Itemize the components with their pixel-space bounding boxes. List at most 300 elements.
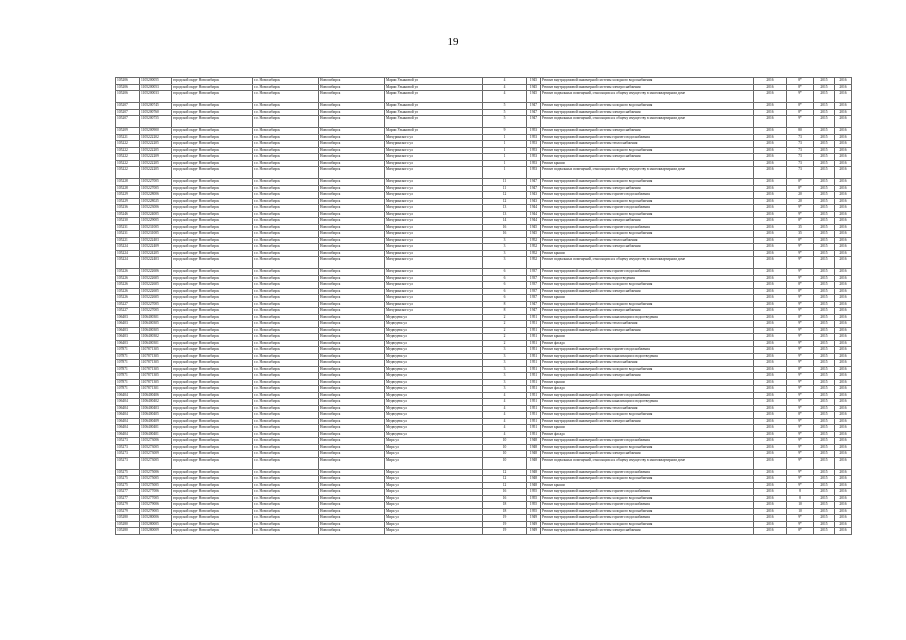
table-cell: 1106400409 [140, 418, 172, 425]
table-cell: 2016 [835, 160, 852, 167]
table-cell: Мичуринского ул [385, 134, 483, 141]
table-cell: 2016 [754, 495, 787, 502]
table-cell: 9* [787, 457, 814, 469]
table-cell: 2016 [835, 282, 852, 289]
table-cell: 2015 [814, 147, 835, 154]
table-cell: 2015 [814, 379, 835, 386]
table-cell: 107871 [116, 379, 140, 386]
table-cell: 3 [483, 347, 527, 354]
table-cell: Марии Ульяновой ул [385, 103, 483, 110]
table-cell: 1105222202 [140, 134, 172, 141]
table-cell: Ремонт подвальных помещений, относящихся к общему имуществу в многоквартирном доме [541, 116, 754, 128]
table-cell: Ремонт внутридомовой инженерной системы холодного водоснабжения [541, 211, 754, 218]
table-cell: 2016 [754, 482, 787, 489]
table-cell: Ремонт внутридомовой инженерной системы холодного водоснабжения [541, 508, 754, 515]
table-cell: 1937 [527, 269, 541, 276]
table-cell: Ремонт внутридомовой инженерной системы горячего водоснабжения [541, 269, 754, 276]
table-cell: 105277 [116, 495, 140, 502]
table-cell: 2016 [835, 502, 852, 509]
table-cell: 18 [483, 508, 527, 515]
table-cell: 105280 [116, 528, 140, 535]
table-cell: 106404 [116, 412, 140, 419]
table-cell: 9* [787, 250, 814, 257]
table-cell: 1943 [527, 192, 541, 199]
table-cell: 2015 [814, 224, 835, 231]
table-cell: 1105222606 [140, 269, 172, 276]
table-cell: Ремонт внутридомовой инженерной системы электроснабжения [541, 327, 754, 334]
table-cell: 1105222605 [140, 295, 172, 302]
table-cell: 105207 [116, 103, 140, 110]
table-cell: г.о. Новосибирск [253, 205, 319, 212]
table-cell: 1105222209 [140, 154, 172, 161]
table-cell: 2016 [835, 321, 852, 328]
table-cell: г.о. Новосибирск [253, 128, 319, 135]
table-cell: 1948 [527, 451, 541, 458]
table-cell: 4 [483, 78, 527, 85]
table-cell: 9* [787, 399, 814, 406]
table-cell: Мичуринского ул [385, 308, 483, 315]
table-cell: 4 [483, 405, 527, 412]
table-cell: городской округ Новосибирск [172, 192, 253, 199]
table-cell: 2016 [835, 84, 852, 91]
table-cell: 4 [483, 425, 527, 432]
table-cell: 2015 [814, 78, 835, 85]
table-cell: 2016 [835, 489, 852, 496]
table-cell: 2016 [754, 198, 787, 205]
table-cell: 1105224005 [140, 211, 172, 218]
table-cell: г.о. Новосибирск [253, 231, 319, 238]
table-cell: 1105200053 [140, 84, 172, 91]
table-cell: 2016 [754, 257, 787, 269]
table-cell: Новосибирск [319, 353, 385, 360]
table-cell: 2016 [754, 250, 787, 257]
table-cell: 2016 [754, 160, 787, 167]
table-cell: 1105279005 [140, 508, 172, 515]
table-cell: Ремонт внутридомовой инженерной системы холодного водоснабжения [541, 476, 754, 483]
table-cell: г.о. Новосибирск [253, 502, 319, 509]
table-cell: 105206 [116, 84, 140, 91]
table-cell: 8* [787, 412, 814, 419]
table-cell: Ремонт подвальных помещений, относящихся к общему имуществу в многоквартирном доме [541, 257, 754, 269]
table-cell: 2016 [754, 288, 787, 295]
table-cell: 10 [483, 444, 527, 451]
table-cell: 12 [483, 482, 527, 489]
table-cell: Мира ул [385, 495, 483, 502]
table-cell: городской округ Новосибирск [172, 366, 253, 373]
table-cell: Новосибирск [319, 269, 385, 276]
table-cell: 2016 [835, 360, 852, 367]
table-cell: Новосибирск [319, 128, 385, 135]
table-cell: Марии Ульяновой ул [385, 116, 483, 128]
capital-repair-table [115, 77, 852, 535]
table-cell: г.о. Новосибирск [253, 425, 319, 432]
table-cell: 3 [483, 360, 527, 367]
table-cell: Новосибирск [319, 431, 385, 438]
table-cell: 1105200760 [140, 109, 172, 116]
table-cell: городской округ Новосибирск [172, 141, 253, 148]
table-cell: Медведева ул [385, 431, 483, 438]
table-body [116, 78, 852, 535]
table-cell: 1952 [527, 244, 541, 251]
table-cell: 12 [483, 469, 527, 476]
table-cell: Ремонт внутридомовой инженерной системы горячего водоснабжения [541, 489, 754, 496]
table-cell: 2015 [814, 399, 835, 406]
table-cell: 9* [787, 334, 814, 341]
table-cell: 2016 [754, 366, 787, 373]
table-cell: городской округ Новосибирск [172, 418, 253, 425]
table-cell: 1951 [527, 327, 541, 334]
table-cell: 2015 [814, 438, 835, 445]
table-cell: Новосибирск [319, 386, 385, 393]
table-cell: 3 [483, 373, 527, 380]
table-cell: 1951 [527, 340, 541, 347]
table-cell: Новосибирск [319, 275, 385, 282]
table-cell: городской округ Новосибирск [172, 244, 253, 251]
table-cell: 105224 [116, 257, 140, 269]
table-cell: 107871 [116, 366, 140, 373]
table-cell: Мира ул [385, 489, 483, 496]
table-cell: 105222 [116, 147, 140, 154]
table-cell: 2016 [754, 451, 787, 458]
table-cell: 2015 [814, 257, 835, 269]
table-cell: 2016 [754, 224, 787, 231]
table-cell: 105222 [116, 141, 140, 148]
table-cell: 12 [483, 198, 527, 205]
table-cell: Марии Ульяновой ул [385, 128, 483, 135]
table-cell: 1951 [527, 425, 541, 432]
table-cell: 1105273005 [140, 444, 172, 451]
table-cell: Ремонт крыши [541, 482, 754, 489]
table-cell: 4 [483, 91, 527, 103]
table-cell: г.о. Новосибирск [253, 528, 319, 535]
table-cell: 2016 [754, 386, 787, 393]
table-cell: 2016 [835, 399, 852, 406]
table-cell: 1951 [527, 321, 541, 328]
table-cell: 2016 [754, 205, 787, 212]
table-cell: 105273 [116, 444, 140, 451]
table-cell: 8 [483, 308, 527, 315]
table-cell: 1945 [527, 84, 541, 91]
table-cell: 105231 [116, 231, 140, 238]
table-cell: г.о. Новосибирск [253, 250, 319, 257]
table-cell: 9* [787, 116, 814, 128]
table-cell: 10 [787, 508, 814, 515]
table-cell: 2016 [754, 405, 787, 412]
table-cell: 2016 [835, 109, 852, 116]
table-cell: г.о. Новосибирск [253, 438, 319, 445]
table-cell: 105226 [116, 275, 140, 282]
table-cell: Ремонт внутридомовой инженерной системы электроснабжения [541, 451, 754, 458]
table-cell: 1951 [527, 418, 541, 425]
table-cell: 2016 [835, 425, 852, 432]
table-cell: г.о. Новосибирск [253, 399, 319, 406]
table-cell: 9* [787, 308, 814, 315]
table-cell: 105226 [116, 269, 140, 276]
table-cell: 1949 [527, 521, 541, 528]
table-cell: Мира ул [385, 521, 483, 528]
table-cell: Новосибирск [319, 489, 385, 496]
table-cell: 1105227005 [140, 185, 172, 192]
table-cell: Новосибирск [319, 444, 385, 451]
table-cell: 2016 [835, 495, 852, 502]
table-cell: 1107871305 [140, 347, 172, 354]
table-cell: 2016 [754, 301, 787, 308]
table-cell: Медведева ул [385, 425, 483, 432]
table-cell: Ремонт подвальных помещений, относящихся к общему имуществу в многоквартирном доме [541, 457, 754, 469]
table-cell: г.о. Новосибирск [253, 353, 319, 360]
table-cell: г.о. Новосибирск [253, 257, 319, 269]
table-cell: Медведева ул [385, 314, 483, 321]
table-cell: 1949 [527, 515, 541, 522]
table-cell: Новосибирск [319, 482, 385, 489]
table-cell: 106404 [116, 405, 140, 412]
table-cell: Медведева ул [385, 412, 483, 419]
table-cell: 1952 [527, 250, 541, 257]
table-cell: 2016 [754, 515, 787, 522]
table-cell: 9* [787, 431, 814, 438]
table-cell: городской округ Новосибирск [172, 295, 253, 302]
table-cell: 1105222409 [140, 244, 172, 251]
table-cell: 2016 [754, 192, 787, 199]
table-cell: 2016 [754, 91, 787, 103]
table-cell: 3 [483, 257, 527, 269]
table-cell: Мира ул [385, 476, 483, 483]
table-cell: 107871 [116, 386, 140, 393]
table-cell: 2016 [835, 205, 852, 212]
table-cell: 6 [483, 269, 527, 276]
table-cell: 2015 [814, 134, 835, 141]
table-cell: Марии Ульяновой ул [385, 84, 483, 91]
table-cell: 1106400403 [140, 405, 172, 412]
table-cell: 1105222605 [140, 282, 172, 289]
table-cell: 1951 [527, 347, 541, 354]
table-cell: городской округ Новосибирск [172, 508, 253, 515]
table-cell: 2016 [754, 244, 787, 251]
table-cell: городской округ Новосибирск [172, 282, 253, 289]
table-cell: 1105277005 [140, 495, 172, 502]
table-cell: 2016 [835, 301, 852, 308]
table-cell: Ремонт внутридомовой инженерной системы горячего водоснабжения [541, 392, 754, 399]
table-cell: г.о. Новосибирск [253, 301, 319, 308]
table-cell: Ремонт внутридомовой инженерной системы горячего водоснабжения [541, 438, 754, 445]
table-cell: Новосибирск [319, 399, 385, 406]
table-cell: Новосибирск [319, 78, 385, 85]
table-cell: 9* [787, 405, 814, 412]
table-cell: г.о. Новосибирск [253, 109, 319, 116]
table-cell: г.о. Новосибирск [253, 489, 319, 496]
table-cell: 2016 [754, 373, 787, 380]
table-cell: Ремонт внутридомовой инженерной системы электроснабжения [541, 373, 754, 380]
table-cell: г.о. Новосибирск [253, 347, 319, 354]
table-cell: 2016 [835, 438, 852, 445]
table-cell: 105277 [116, 489, 140, 496]
table-cell: г.о. Новосибирск [253, 154, 319, 161]
table-cell: 19 [483, 515, 527, 522]
table-cell: 2016 [754, 154, 787, 161]
table-cell: г.о. Новосибирск [253, 167, 319, 179]
table-cell: 2016 [835, 482, 852, 489]
table-cell: 1 [483, 141, 527, 148]
table-cell: 2016 [835, 128, 852, 135]
table-cell: 73 [787, 160, 814, 167]
table-cell: Мичуринского ул [385, 237, 483, 244]
table-cell: Новосибирск [319, 134, 385, 141]
table-cell: 1951 [527, 379, 541, 386]
table-cell: 1105227005 [140, 179, 172, 186]
table-cell: Новосибирск [319, 218, 385, 225]
table-cell: 9* [787, 444, 814, 451]
table-cell: 4 [483, 431, 527, 438]
table-cell: 1105200055 [140, 78, 172, 85]
table-cell: 9* [787, 211, 814, 218]
table-cell: Новосибирск [319, 198, 385, 205]
table-cell: 2015 [814, 508, 835, 515]
table-cell: 2016 [835, 386, 852, 393]
table-cell: 1106400301 [140, 340, 172, 347]
table-cell: г.о. Новосибирск [253, 334, 319, 341]
table-cell: 105226 [116, 295, 140, 302]
table-cell: г.о. Новосибирск [253, 295, 319, 302]
table-cell: городской округ Новосибирск [172, 205, 253, 212]
table-cell: городской округ Новосибирск [172, 521, 253, 528]
table-cell: 2016 [835, 192, 852, 199]
table-cell: г.о. Новосибирск [253, 412, 319, 419]
table-cell: 35 [787, 231, 814, 238]
table-cell: городской округ Новосибирск [172, 160, 253, 167]
table-cell: 8* [787, 366, 814, 373]
table-cell: г.о. Новосибирск [253, 321, 319, 328]
table-cell: 2015 [814, 451, 835, 458]
table-cell: Новосибирск [319, 237, 385, 244]
table-cell: Новосибирск [319, 521, 385, 528]
table-cell: 1953 [527, 167, 541, 179]
table-cell: 2015 [814, 167, 835, 179]
table-cell: г.о. Новосибирск [253, 495, 319, 502]
table-cell: Медведева ул [385, 379, 483, 386]
table-cell: 1 [483, 160, 527, 167]
table-cell: 2015 [814, 425, 835, 432]
table-cell: 8 [787, 489, 814, 496]
table-cell: городской округ Новосибирск [172, 257, 253, 269]
table-cell: 106404 [116, 399, 140, 406]
table-cell: Ремонт внутридомовой инженерной системы электроснабжения [541, 308, 754, 315]
table-cell: 20 [787, 198, 814, 205]
table-cell: 8 [483, 301, 527, 308]
table-cell: Новосибирск [319, 116, 385, 128]
table-cell: 2016 [835, 250, 852, 257]
table-cell: Ремонт крыши [541, 425, 754, 432]
table-cell: 2016 [835, 366, 852, 373]
table-cell: 1106400301 [140, 314, 172, 321]
table-cell: Ремонт внутридомовой инженерной системы электроснабжения [541, 185, 754, 192]
table-cell: 1105228025 [140, 198, 172, 205]
table-cell: 2015 [814, 314, 835, 321]
table-cell: 1105222205 [140, 160, 172, 167]
table-cell: г.о. Новосибирск [253, 314, 319, 321]
table-cell: 1107871305 [140, 379, 172, 386]
table-cell: 2015 [814, 308, 835, 315]
table-cell: г.о. Новосибирск [253, 116, 319, 128]
table-cell: Ремонт внутридомовой инженерной системы горячего водоснабжения [541, 224, 754, 231]
table-cell: 1948 [527, 438, 541, 445]
table-cell: 2015 [814, 482, 835, 489]
table-cell: Ремонт внутридомовой инженерной системы холодного водоснабжения [541, 282, 754, 289]
table-cell: Ремонт фасада [541, 386, 754, 393]
table-cell: городской округ Новосибирск [172, 91, 253, 103]
table-cell: Мичуринского ул [385, 231, 483, 238]
table-cell: 105222 [116, 154, 140, 161]
table-cell: 2015 [814, 476, 835, 483]
table-cell: 2016 [835, 451, 852, 458]
table-cell: г.о. Новосибирск [253, 431, 319, 438]
table-cell: Мира ул [385, 508, 483, 515]
table-cell: 2016 [754, 218, 787, 225]
table-cell: 1 [483, 134, 527, 141]
table-cell: Ремонт внутридомовой инженерной системы холодного водоснабжения [541, 521, 754, 528]
table-cell: городской округ Новосибирск [172, 482, 253, 489]
table-cell: г.о. Новосибирск [253, 237, 319, 244]
table-cell: 1953 [527, 134, 541, 141]
table-cell: 5 [483, 109, 527, 116]
table-cell: 2015 [814, 91, 835, 103]
table-cell: Новосибирск [319, 405, 385, 412]
table-cell: 1105280005 [140, 521, 172, 528]
table-cell: городской округ Новосибирск [172, 353, 253, 360]
table-cell: Новосибирск [319, 412, 385, 419]
table-cell: 1948 [527, 469, 541, 476]
table-cell: Ремонт внутридомовой инженерной системы холодного водоснабжения [541, 78, 754, 85]
table-cell: Новосибирск [319, 321, 385, 328]
table-cell: 2015 [814, 405, 835, 412]
table-cell: 107871 [116, 353, 140, 360]
table-cell: 3 [483, 386, 527, 393]
table-cell: 2016 [754, 438, 787, 445]
table-cell: 105275 [116, 476, 140, 483]
table-cell: 1955 [527, 508, 541, 515]
table-cell: 2016 [835, 78, 852, 85]
table-cell: Ремонт внутридомовой инженерной системы холодного водоснабжения [541, 103, 754, 110]
table-cell: городской округ Новосибирск [172, 386, 253, 393]
table-cell: 2016 [835, 147, 852, 154]
table-cell: 2016 [754, 340, 787, 347]
page-number: 19 [447, 36, 459, 48]
table-cell: Новосибирск [319, 141, 385, 148]
table-cell: городской округ Новосибирск [172, 269, 253, 276]
table-cell: 1 [483, 147, 527, 154]
table-cell: 2016 [754, 134, 787, 141]
table-cell: 2015 [814, 347, 835, 354]
table-cell: 1951 [527, 405, 541, 412]
table-cell: городской округ Новосибирск [172, 78, 253, 85]
table-cell: 11 [483, 185, 527, 192]
table-cell: 2 [483, 327, 527, 334]
table-cell: Новосибирск [319, 476, 385, 483]
table-cell: 105226 [116, 282, 140, 289]
table-cell: 2016 [835, 288, 852, 295]
table-cell: 2016 [835, 134, 852, 141]
table-cell: Медведева ул [385, 321, 483, 328]
table-cell: Новосибирск [319, 334, 385, 341]
table-cell: 1947 [527, 116, 541, 128]
table-cell: г.о. Новосибирск [253, 244, 319, 251]
table-cell: 1105275006 [140, 469, 172, 476]
table-cell: 2016 [754, 457, 787, 469]
table-cell: 2015 [814, 528, 835, 535]
table-cell: г.о. Новосибирск [253, 269, 319, 276]
table-cell: 2015 [814, 154, 835, 161]
table-cell: городской округ Новосибирск [172, 360, 253, 367]
table-cell: Мира ул [385, 482, 483, 489]
